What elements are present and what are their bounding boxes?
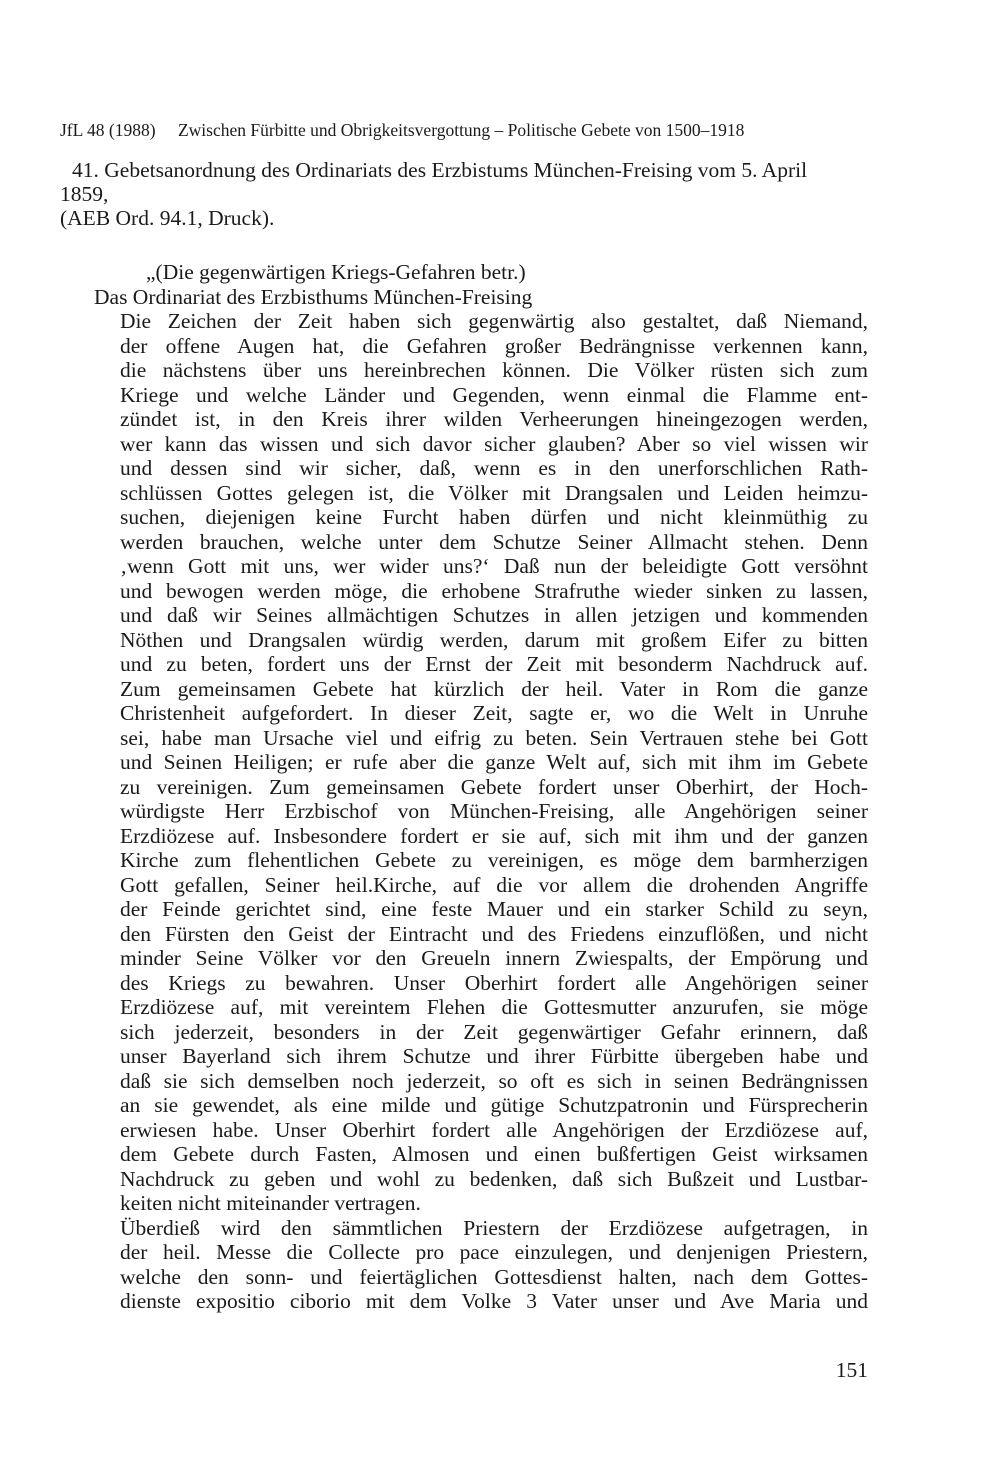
text-line: erwiesen habe. Unser Oberhirt fordert alle Angehörigen der Erzdiözese auf, — [120, 1117, 868, 1142]
document-number: 41. — [72, 158, 99, 182]
text-line: Christenheit aufgefordert. In dieser Zeit, sagte er, wo die Welt in Unruhe — [120, 701, 868, 725]
document-title-continued: 1859, — [60, 182, 109, 206]
text-line: und zu beten, fordert uns der Ernst der Zeit mit besonderm Nachdruck auf. — [120, 652, 868, 676]
text-line: dem Gebete durch Fasten, Almosen und einen bußfertigen Geist wirksamen — [120, 1142, 868, 1166]
text-line: zündet ist, in den Kreis ihrer wilden Verheerungen hineingezogen werden, — [120, 407, 868, 431]
text-line: Erzdiözese auf, mit vereintem Flehen die Gottesmutter anzurufen, sie möge — [120, 995, 868, 1019]
text-line: den Fürsten den Geist der Eintracht und des Friedens einzuflößen, und nicht — [120, 921, 868, 946]
text-line: zu vereinigen. Zum gemeinsamen Gebete fordert unser Oberhirt, der Hoch- — [120, 774, 868, 799]
text-line: und daß wir Seines allmächtigen Schutzes in allen jetzigen und kommenden — [120, 603, 868, 627]
subject-line: „(Die gegenwärtigen Kriegs-Gefahren betr.) — [146, 260, 526, 284]
document-heading-line-1 — [60, 158, 868, 182]
text-line: Erzdiözese auf. Insbesondere fordert er sie auf, sich mit ihm und der ganzen — [120, 823, 868, 848]
text-line: keiten nicht miteinander vertragen. — [120, 1191, 421, 1215]
text-line: die nächstens über uns hereinbrechen können. Die Völker rüsten sich zum — [120, 358, 868, 382]
text-line: unser Bayerland sich ihrem Schutze und ihrer Fürbitte übergeben habe und — [120, 1044, 868, 1068]
page-number: 151 — [835, 1358, 868, 1382]
body-text — [94, 260, 868, 1314]
text-line: an sie gewendet, als eine milde und gütige Schutzpatronin und Fürsprecherin — [120, 1093, 868, 1117]
document-heading — [60, 158, 868, 230]
text-line: Nachdruck zu geben und wohl zu bedenken, daß sich Bußzeit und Lustbar- — [120, 1166, 868, 1191]
text-line: sei, habe man Ursache viel und eifrig zu beten. Sein Vertrauen stehe bei Gott — [120, 725, 868, 750]
text-line: daß sie sich demselben noch jederzeit, so oft es sich in seinen Bedrängnissen — [120, 1068, 868, 1093]
text-line: der offene Augen hat, die Gefahren großer Bedrängnisse verkennen kann, — [120, 333, 868, 358]
text-line: und bewogen werden möge, die erhobene Strafruthe wieder sinken zu lassen, — [120, 578, 868, 603]
running-head — [60, 119, 744, 141]
text-line: und Seinen Heiligen; er rufe aber die ganze Welt auf, sich mit ihm im Gebete — [120, 750, 868, 774]
text-line: werden brauchen, welche unter dem Schutze Seiner Allmacht stehen. Denn — [120, 529, 868, 554]
text-line: Überdieß wird den sämmtlichen Priestern der Erzdiözese aufgetragen, in — [120, 1215, 868, 1240]
text-line: würdigste Herr Erzbischof von München-Freising, alle Angehörigen seiner — [120, 799, 868, 823]
text-line: der Feinde gerichtet sind, eine feste Mauer und ein starker Schild zu seyn, — [120, 897, 868, 921]
text-line: Kriege und welche Länder und Gegenden, wenn einmal die Flamme ent- — [120, 382, 868, 407]
text-line: der heil. Messe die Collecte pro pace einzulegen, und denjenigen Priestern, — [120, 1240, 868, 1264]
text-line: Gott gefallen, Seiner heil.Kirche, auf die vor allem die drohenden Angriffe — [120, 872, 868, 897]
text-line: Kirche zum flehentlichen Gebete zu vereinigen, es möge dem barmherzigen — [120, 848, 868, 872]
text-line: wer kann das wissen und sich davor sicher glauben? Aber so viel wissen wir — [120, 431, 868, 456]
paragraph-1 — [120, 309, 868, 1216]
text-line: des Kriegs zu bewahren. Unser Oberhirt fordert alle Angehörigen seiner — [120, 970, 868, 995]
text-line: Nöthen und Drangsalen würdig werden, darum mit großem Eifer zu bitten — [120, 627, 868, 652]
journal-reference: JfL 48 (1988) — [60, 120, 156, 140]
issuing-authority: Das Ordinariat des Erzbisthums München-Freising — [94, 284, 533, 309]
text-line: suchen, diejenigen keine Furcht haben dürfen und nicht kleinmüthig zu — [120, 505, 868, 529]
running-head-title: Zwischen Fürbitte und Obrigkeitsvergottung – Politische Gebete von 1500–1918 — [177, 120, 745, 140]
text-line: welche den sonn- und feiertäglichen Gottesdienst halten, nach dem Gottes- — [120, 1264, 868, 1289]
document-source: (AEB Ord. 94.1, Druck). — [60, 206, 275, 230]
text-line: minder Seine Völker vor den Greueln innern Zwiespalts, der Empörung und — [120, 946, 868, 970]
text-line: Die Zeichen der Zeit haben sich gegenwärtig also gestaltet, daß Niemand, — [120, 309, 868, 333]
text-line: sich jederzeit, besonders in der Zeit gegenwärtiger Gefahr erinnern, daß — [120, 1019, 868, 1044]
text-line: Zum gemeinsamen Gebete hat kürzlich der heil. Vater in Rom die ganze — [120, 676, 868, 701]
document-title: Gebetsanordnung des Ordinariats des Erzbistums München-Freising vom 5. April — [104, 158, 808, 182]
text-line: dienste expositio ciborio mit dem Volke 3 Vater unser und Ave Maria und — [120, 1289, 868, 1313]
text-line: schlüssen Gottes gelegen ist, die Völker mit Drangsalen und Leiden heimzu- — [120, 480, 868, 505]
text-line: und dessen sind wir sicher, daß, wenn es in den unerforschlichen Rath- — [120, 456, 868, 480]
text-line: ‚wenn Gott mit uns, wer wider uns?‘ Daß nun der beleidigte Gott versöhnt — [120, 554, 868, 578]
paragraph-2 — [120, 1216, 868, 1314]
